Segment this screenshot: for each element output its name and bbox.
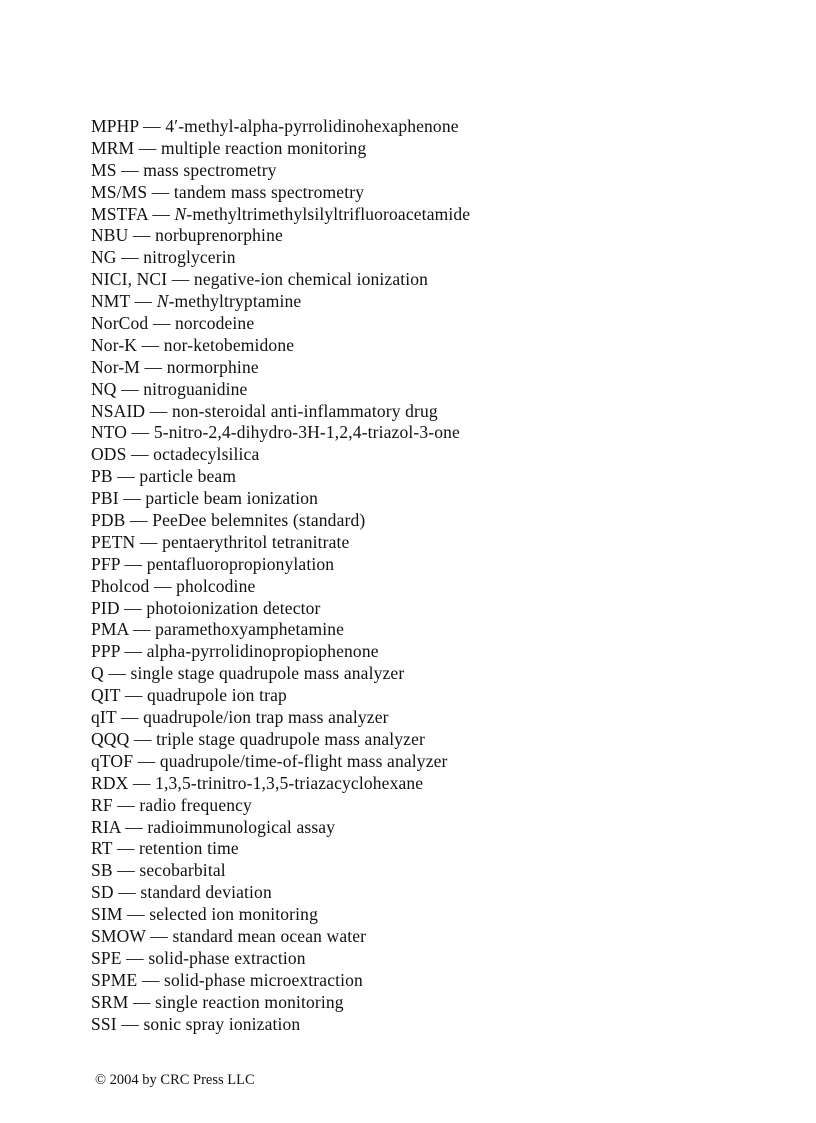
abbreviation-term: RT xyxy=(91,838,113,859)
abbreviation-definition: 5-nitro-2,4-dihydro-3H-1,2,4-triazol-3-one xyxy=(153,422,460,443)
abbreviation-entry xyxy=(91,422,771,444)
abbreviation-definition-italic: N xyxy=(156,291,169,312)
abbreviation-separator: — xyxy=(148,313,175,334)
abbreviation-separator: — xyxy=(120,685,147,706)
abbreviation-separator: — xyxy=(128,991,156,1012)
abbreviation-term: qTOF xyxy=(91,750,134,771)
abbreviation-definition: negative-ion chemical ionization xyxy=(193,269,429,290)
abbreviation-entry xyxy=(91,795,771,817)
abbreviation-entry xyxy=(91,773,771,795)
abbreviation-separator: — xyxy=(137,969,165,990)
abbreviation-separator: — xyxy=(145,925,173,946)
abbreviation-term: NG xyxy=(91,247,117,268)
abbreviation-separator: — xyxy=(167,269,194,290)
abbreviation-entry xyxy=(91,576,771,598)
abbreviation-separator: — xyxy=(120,641,147,662)
abbreviation-separator: — xyxy=(134,137,161,158)
abbreviation-separator: — xyxy=(138,116,166,136)
abbreviation-list xyxy=(91,116,771,1035)
abbreviation-definition: secobarbital xyxy=(139,860,226,881)
abbreviation-separator: — xyxy=(147,203,175,224)
abbreviation-separator: — xyxy=(130,291,157,312)
abbreviation-entry xyxy=(91,619,771,641)
abbreviation-term: NQ xyxy=(91,378,117,399)
abbreviation-definition: 1,3,5-trinitro-1,3,5-triazacyclohexane xyxy=(155,772,424,793)
abbreviation-definition: sonic spray ionization xyxy=(143,1013,301,1034)
abbreviation-separator: — xyxy=(116,707,144,728)
abbreviation-term: NSAID xyxy=(91,400,146,421)
abbreviation-term: SMOW xyxy=(91,925,146,946)
abbreviation-separator: — xyxy=(116,159,144,180)
abbreviation-separator: — xyxy=(103,663,131,684)
abbreviation-entry xyxy=(91,948,771,970)
abbreviation-term: ODS xyxy=(91,444,127,465)
abbreviation-definition: paramethoxyamphetamine xyxy=(155,619,345,640)
abbreviation-term: PETN xyxy=(91,531,136,552)
abbreviation-definition: solid-phase extraction xyxy=(148,947,306,968)
abbreviation-separator: — xyxy=(118,488,146,509)
abbreviation-term: SPE xyxy=(91,947,122,968)
abbreviation-entry xyxy=(91,444,771,466)
abbreviation-definition: norbuprenorphine xyxy=(155,225,283,246)
abbreviation-separator: — xyxy=(137,334,164,355)
abbreviation-entry xyxy=(91,729,771,751)
abbreviation-term: QQQ xyxy=(91,728,130,749)
abbreviation-separator: — xyxy=(112,860,140,881)
abbreviation-term: SB xyxy=(91,860,113,881)
abbreviation-entry xyxy=(91,838,771,860)
abbreviation-entry xyxy=(91,510,771,532)
abbreviation-term: MS/MS xyxy=(91,181,148,202)
abbreviation-definition: non-steroidal anti-inflammatory drug xyxy=(171,400,438,421)
abbreviation-separator: — xyxy=(128,772,156,793)
abbreviation-entry xyxy=(91,357,771,379)
abbreviation-entry xyxy=(91,466,771,488)
abbreviation-entry xyxy=(91,904,771,926)
abbreviation-definition: photoionization detector xyxy=(146,597,321,618)
abbreviation-definition: octadecylsilica xyxy=(153,444,260,465)
abbreviation-separator: — xyxy=(119,597,147,618)
abbreviation-separator: — xyxy=(125,510,153,531)
abbreviation-term: NorCod xyxy=(91,313,149,334)
abbreviation-separator: — xyxy=(113,882,141,903)
abbreviation-term: Nor-K xyxy=(91,334,138,355)
abbreviation-entry xyxy=(91,269,771,291)
abbreviation-term: MS xyxy=(91,159,117,180)
abbreviation-term: RDX xyxy=(91,772,129,793)
abbreviation-term: NMT xyxy=(91,291,131,312)
abbreviation-entry xyxy=(91,335,771,357)
abbreviation-definition: triple stage quadrupole mass analyzer xyxy=(156,728,425,749)
abbreviation-term: RIA xyxy=(91,816,121,837)
abbreviation-entry xyxy=(91,926,771,948)
abbreviation-term: SD xyxy=(91,882,114,903)
abbreviation-term: PBI xyxy=(91,488,119,509)
abbreviation-separator: — xyxy=(121,947,149,968)
abbreviation-separator: — xyxy=(149,575,177,596)
abbreviation-definition-italic: N xyxy=(174,203,187,224)
abbreviation-entry xyxy=(91,882,771,904)
abbreviation-term: PPP xyxy=(91,641,120,662)
abbreviation-separator: — xyxy=(116,247,144,268)
abbreviation-definition: pentaerythritol tetranitrate xyxy=(162,531,350,552)
abbreviation-separator: — xyxy=(140,356,167,377)
abbreviation-separator: — xyxy=(145,400,172,421)
abbreviation-separator: — xyxy=(116,1013,144,1034)
abbreviation-definition: pentafluoropropionylation xyxy=(146,553,335,574)
abbreviation-definition: mass spectrometry xyxy=(143,159,277,180)
abbreviation-term: SSI xyxy=(91,1013,117,1034)
abbreviation-separator: — xyxy=(147,181,174,202)
abbreviation-entry xyxy=(91,554,771,576)
abbreviation-entry xyxy=(91,488,771,510)
abbreviation-term: qIT xyxy=(91,707,117,728)
abbreviation-separator: — xyxy=(128,619,156,640)
abbreviation-term: NTO xyxy=(91,422,128,443)
abbreviation-term: QIT xyxy=(91,685,121,706)
abbreviation-entry xyxy=(91,532,771,554)
abbreviation-entry xyxy=(91,1014,771,1036)
abbreviation-separator: — xyxy=(122,904,150,925)
abbreviation-term: PDB xyxy=(91,510,126,531)
abbreviation-definition: alpha-pyrrolidinopropiophenone xyxy=(146,641,379,662)
abbreviation-term: PFP xyxy=(91,553,120,574)
abbreviation-term: MSTFA xyxy=(91,203,148,224)
abbreviation-entry xyxy=(91,970,771,992)
abbreviation-entry xyxy=(91,182,771,204)
abbreviation-separator: — xyxy=(127,422,154,443)
abbreviation-definition: -methyltrimethylsilyltrifluoroacetamide xyxy=(186,203,471,224)
abbreviation-definition: tandem mass spectrometry xyxy=(173,181,365,202)
abbreviation-entry xyxy=(91,160,771,182)
abbreviation-definition: PeeDee belemnites (standard) xyxy=(152,510,366,531)
abbreviation-definition: radioimmunological assay xyxy=(147,816,336,837)
abbreviation-separator: — xyxy=(112,466,140,487)
abbreviation-separator: — xyxy=(112,838,139,859)
abbreviation-term: PMA xyxy=(91,619,129,640)
abbreviation-term: PB xyxy=(91,466,113,487)
abbreviation-separator: — xyxy=(128,225,156,246)
abbreviation-entry xyxy=(91,204,771,226)
abbreviation-definition: multiple reaction monitoring xyxy=(160,137,367,158)
abbreviation-entry xyxy=(91,663,771,685)
abbreviation-definition: nitroguanidine xyxy=(143,378,248,399)
abbreviation-entry xyxy=(91,313,771,335)
abbreviation-term: Nor-M xyxy=(91,356,141,377)
abbreviation-entry xyxy=(91,860,771,882)
abbreviation-entry xyxy=(91,641,771,663)
abbreviation-entry xyxy=(91,401,771,423)
copyright-footer: © 2004 by CRC Press LLC xyxy=(95,1072,255,1088)
abbreviation-definition: particle beam ionization xyxy=(145,488,319,509)
abbreviation-term: Pholcod xyxy=(91,575,150,596)
abbreviation-definition: quadrupole ion trap xyxy=(147,685,287,706)
abbreviation-entry xyxy=(91,598,771,620)
abbreviation-definition: pholcodine xyxy=(176,575,256,596)
abbreviation-separator: — xyxy=(116,378,144,399)
abbreviation-separator: — xyxy=(126,444,154,465)
abbreviation-definition: -methyltryptamine xyxy=(168,291,302,312)
abbreviation-term: SRM xyxy=(91,991,129,1012)
abbreviation-separator: — xyxy=(133,750,160,771)
abbreviation-entry xyxy=(91,379,771,401)
abbreviation-separator: — xyxy=(112,794,140,815)
abbreviation-definition: standard deviation xyxy=(140,882,272,903)
abbreviation-definition: standard mean ocean water xyxy=(172,925,367,946)
abbreviation-term: MRM xyxy=(91,137,135,158)
abbreviation-definition: quadrupole/ion trap mass analyzer xyxy=(143,707,389,728)
abbreviation-term: SPME xyxy=(91,969,138,990)
abbreviation-definition: norcodeine xyxy=(175,313,255,334)
abbreviation-definition: selected ion monitoring xyxy=(149,904,318,925)
abbreviation-entry xyxy=(91,225,771,247)
abbreviation-term: RF xyxy=(91,794,113,815)
abbreviation-term: NBU xyxy=(91,225,129,246)
abbreviation-entry xyxy=(91,992,771,1014)
abbreviation-separator: — xyxy=(135,531,163,552)
abbreviation-definition: nitroglycerin xyxy=(143,247,236,268)
abbreviation-definition: nor-ketobemidone xyxy=(163,334,295,355)
abbreviation-definition: 4′-methyl-alpha-pyrrolidinohexaphenone xyxy=(165,116,459,136)
abbreviation-separator: — xyxy=(129,728,157,749)
abbreviation-entry xyxy=(91,116,771,138)
abbreviation-definition: particle beam xyxy=(139,466,237,487)
abbreviation-definition: single stage quadrupole mass analyzer xyxy=(130,663,405,684)
abbreviation-entry xyxy=(91,817,771,839)
abbreviation-definition: radio frequency xyxy=(139,794,252,815)
abbreviation-entry xyxy=(91,707,771,729)
abbreviation-term: NICI, NCI xyxy=(91,269,168,290)
abbreviation-term: Q xyxy=(91,663,104,684)
abbreviation-entry xyxy=(91,751,771,773)
abbreviation-entry xyxy=(91,138,771,160)
abbreviation-definition: normorphine xyxy=(166,356,259,377)
abbreviation-term: SIM xyxy=(91,904,123,925)
abbreviation-separator: — xyxy=(120,553,147,574)
abbreviation-definition: solid-phase microextraction xyxy=(164,969,363,990)
abbreviation-definition: retention time xyxy=(139,838,239,859)
abbreviation-entry xyxy=(91,291,771,313)
abbreviation-term: PID xyxy=(91,597,120,618)
abbreviation-definition: quadrupole/time-of-flight mass analyzer xyxy=(159,750,448,771)
abbreviation-entry xyxy=(91,247,771,269)
abbreviation-term: MPHP xyxy=(91,116,139,136)
abbreviation-definition: single reaction monitoring xyxy=(155,991,344,1012)
abbreviation-separator: — xyxy=(120,816,148,837)
abbreviation-entry xyxy=(91,685,771,707)
